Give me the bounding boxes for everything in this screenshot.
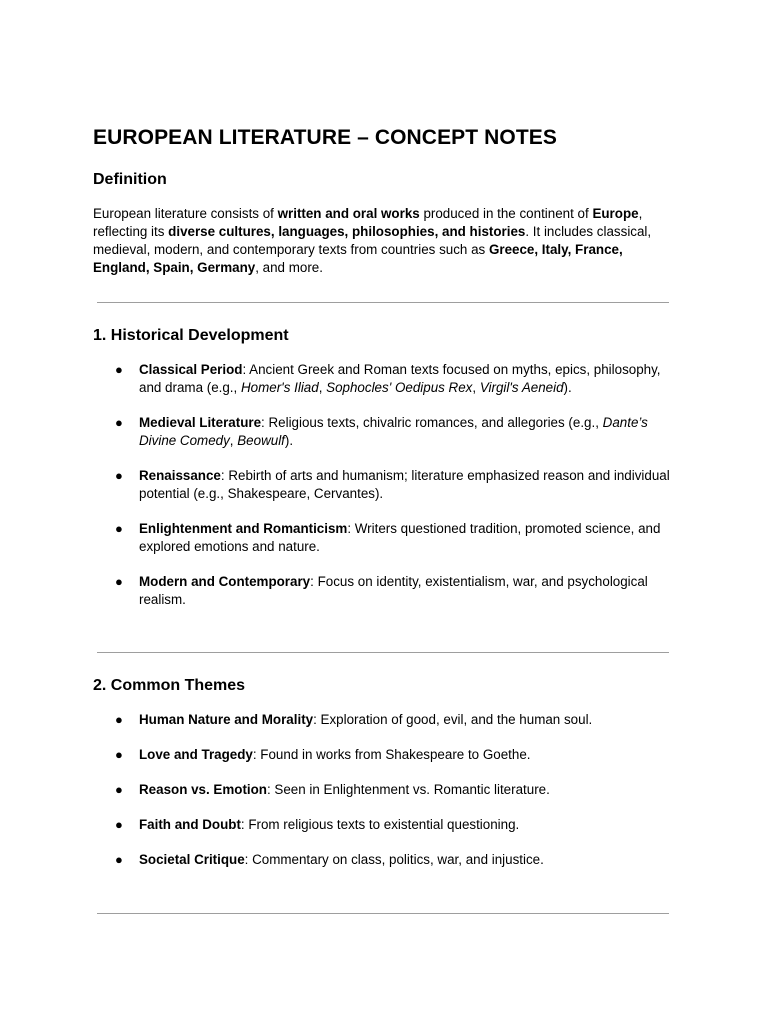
definition-emphasis: written and oral works <box>277 206 420 221</box>
bullet-icon: ● <box>115 747 123 762</box>
list-item <box>93 851 678 869</box>
separator: , <box>229 433 238 448</box>
definition-text: , and more. <box>255 260 323 275</box>
definition-emphasis: Greece, Italy, France, England, Spain, Germany <box>93 242 623 275</box>
list-item-text: : Rebirth of arts and humanism; literature emphasized reason and individual potential (e.g., Shakespeare, Cervantes). <box>139 468 670 501</box>
list-item-term: Love and Tragedy <box>139 747 253 762</box>
list-item-term: Faith and Doubt <box>139 817 241 832</box>
list-item-term: Human Nature and Morality <box>139 712 314 727</box>
work-title: Sophocles' Oedipus Rex <box>326 380 473 395</box>
bullet-icon: ● <box>115 782 123 797</box>
list-item-text: : Focus on identity, existentialism, war, and psychological realism. <box>139 574 648 607</box>
historical-heading: 1. Historical Development <box>93 327 289 344</box>
bullet-icon: ● <box>115 468 123 483</box>
definition-paragraph <box>93 205 678 277</box>
themes-heading: 2. Common Themes <box>93 677 246 694</box>
list-item-term: Medieval Literature <box>139 415 262 430</box>
list-item-term: Enlightenment and Romanticism <box>139 521 348 536</box>
definition-text: , reflecting its <box>93 206 643 239</box>
list-item-term: Modern and Contemporary <box>139 574 311 589</box>
work-title: Virgil's Aeneid <box>479 380 564 395</box>
list-item <box>93 467 678 503</box>
list-item <box>93 746 678 764</box>
list-item <box>93 781 678 799</box>
work-title: Beowulf <box>237 433 285 448</box>
list-item <box>93 711 678 729</box>
bullet-icon: ● <box>115 362 123 377</box>
definition-emphasis: diverse cultures, languages, philosophies, and histories <box>168 224 526 239</box>
bullet-icon: ● <box>115 415 123 430</box>
definition-emphasis: Europe <box>592 206 639 221</box>
bullet-icon: ● <box>115 852 123 867</box>
list-item-text: : Writers questioned tradition, promoted science, and explored emotions and nature. <box>139 521 661 554</box>
list-item-text: : Found in works from Shakespeare to Goethe. <box>252 747 531 762</box>
list-item-text: : Seen in Enlightenment vs. Romantic literature. <box>266 782 550 797</box>
list-item-text: : Exploration of good, evil, and the human soul. <box>313 712 593 727</box>
list-item <box>93 361 678 397</box>
document-title: EUROPEAN LITERATURE – CONCEPT NOTES <box>93 126 557 149</box>
historical-list <box>93 361 678 626</box>
section-divider <box>97 302 669 303</box>
separator: , <box>472 380 480 395</box>
list-item-term: Societal Critique <box>139 852 245 867</box>
list-item-term: Renaissance <box>139 468 221 483</box>
list-item <box>93 414 678 450</box>
section-divider <box>97 652 669 653</box>
closing: ). <box>563 380 572 395</box>
section-divider <box>97 913 669 914</box>
list-item-text: : From religious texts to existential questioning. <box>240 817 520 832</box>
bullet-icon: ● <box>115 712 123 727</box>
bullet-icon: ● <box>115 521 123 536</box>
work-title: Homer's Iliad <box>240 380 319 395</box>
separator: , <box>318 380 327 395</box>
list-item-text: : Ancient Greek and Roman texts focused on myths, epics, philosophy, and drama (e.g., <box>139 362 661 395</box>
list-item-text: : Commentary on class, politics, war, and injustice. <box>244 852 544 867</box>
list-item <box>93 520 678 556</box>
definition-heading: Definition <box>93 171 167 188</box>
themes-list <box>93 711 678 886</box>
work-title: Dante’s Divine Comedy <box>139 415 648 448</box>
list-item <box>93 816 678 834</box>
definition-text: . It includes classical, medieval, modern, and contemporary texts from countries such as <box>93 224 652 257</box>
definition-text: European literature consists of <box>93 206 278 221</box>
list-item-term: Reason vs. Emotion <box>139 782 267 797</box>
list-item-text: : Religious texts, chivalric romances, and allegories (e.g., <box>261 415 603 430</box>
closing: ). <box>284 433 294 448</box>
bullet-icon: ● <box>115 574 123 589</box>
definition-text: produced in the continent of <box>419 206 593 221</box>
bullet-icon: ● <box>115 817 123 832</box>
list-item-term: Classical Period <box>139 362 243 377</box>
list-item <box>93 573 678 609</box>
